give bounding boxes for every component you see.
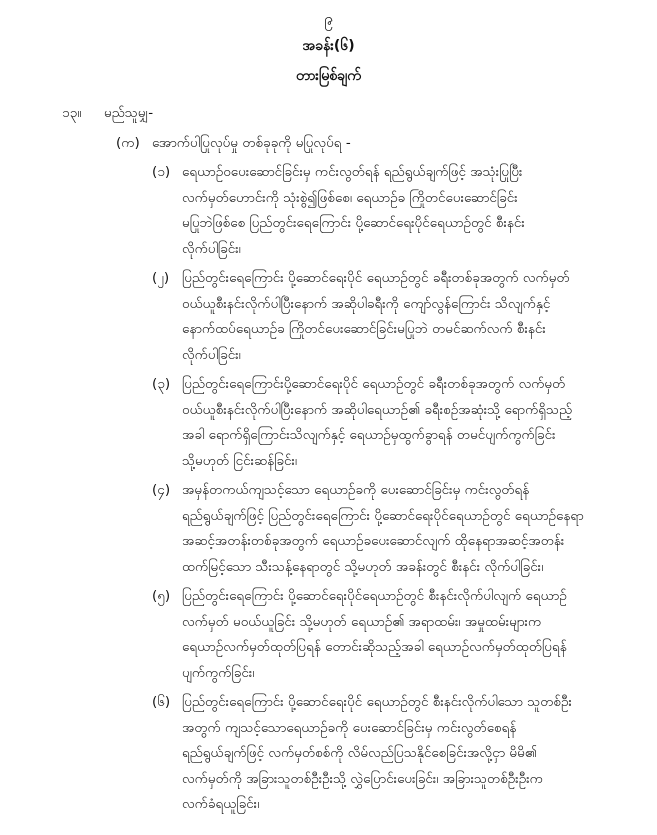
clause-number: (၆) (152, 694, 171, 710)
clause-line: မပြုဘဲဖြစ်စေ ပြည်တွင်းရေကြောင်း ပို့ဆောင်ရေးပိုင်ရေယာဉ်တွင် စီးနင်း (182, 215, 525, 231)
clause-line: လက်မှတ် မဝယ်ယူခြင်း သို့မဟုတ် ရေယာဉ်၏ အရာထမ်း၊ အမှုထမ်းများက (182, 613, 542, 630)
subsection-number: (က) (116, 135, 140, 151)
clause-line: ထက်မြင့်သော သီးသန့်နေရာတွင် သို့မဟုတ် အခန်းတွင် စီးနင်း လိုက်ပါခြင်း၊ (182, 558, 544, 575)
clause-number: (၁) (152, 164, 171, 180)
clause-line: နောက်ထပ်ရေယာဉ်ခ ကြိုတင်ပေးဆောင်ခြင်းမပြုဘဲ တမင်ဆက်လက် စီးနင်း (182, 321, 546, 337)
clause-text (182, 266, 622, 368)
subsection-text: အောက်ပါပြုလုပ်မှု တစ်ခုခုကို မပြုလုပ်ရ - (152, 135, 351, 151)
clause-line: လက်မှတ်ဟောင်းကို သုံးစွဲ၍ဖြစ်စေ၊ ရေယာဉ်ခ ကြိုတင်ပေးဆောင်ခြင်း (182, 189, 518, 206)
chapter-title: အခန်း(၆) (302, 38, 355, 54)
clause-1 (152, 160, 622, 262)
clause-3 (152, 372, 622, 474)
clause-line: ရေယာဉ်လက်မှတ်ထုတ်ပြရန် တောင်းဆိုသည့်အခါ ရေယာဉ်လက်မှတ်ထုတ်ပြရန် (182, 639, 567, 655)
section-number: ၁၃။ (62, 105, 82, 121)
clause-line: အဆင့်အတန်းတစ်ခုအတွက် ရေယာဉ်ခပေးဆောင်လျက် ထိုနေရာအဆင့်အတန်း (182, 533, 565, 549)
clause-line: အခါ ရောက်ရှိကြောင်းသိလျက်နှင့် ရေယာဉ်မှထွက်ခွာရန် တမင်ပျက်ကွက်ခြင်း (182, 427, 556, 443)
section-label: မည်သူမျှ- (104, 105, 154, 121)
chapter-heading: တားမြစ်ချက် (296, 68, 361, 84)
clause-line: အမှန်တကယ်ကျသင့်သော ရေယာဉ်ခကို ပေးဆောင်ခြင်းမှ ကင်းလွတ်ရန် (182, 482, 530, 498)
clause-number: (၂) (152, 270, 170, 286)
clause-line: လိုက်ပါခြင်း၊ (182, 346, 241, 363)
clause-5 (152, 584, 622, 686)
page-number: ၉ (324, 9, 333, 28)
clause-line: ဝယ်ယူစီးနင်းလိုက်ပါပြီးနောက် အဆိုပါရေယာဉ်၏ ခရီးစဉ်အဆုံးသို့ ရောက်ရှိသည့် (182, 401, 573, 418)
clause-line: ဝယ်ယူစီးနင်းလိုက်ပါပြီးနောက် အဆိုပါခရီးကို ကျော်လွန်ကြောင်း သိလျက်နှင့် (182, 295, 551, 312)
clause-line: ရေယာဉ်ဝပေးဆောင်ခြင်းမှ ကင်းလွတ်ရန် ရည်ရွယ်ချက်ဖြင့် အသုံးပြုပြီး (182, 164, 523, 180)
clause-text (182, 584, 622, 686)
clause-number: (၄) (152, 482, 171, 498)
clause-text (182, 160, 622, 262)
clause-line: ရည်ရွယ်ချက်ဖြင့် လက်မှတ်စစ်ကို လိမ်လည်ပြသနိုင်စေခြင်းအလို့ငှာ မိမိ၏ (182, 745, 537, 761)
clause-line: သို့မဟုတ် ငြင်းဆန်ခြင်း၊ (182, 452, 298, 469)
clause-text (182, 372, 622, 474)
section-13 (62, 104, 153, 124)
clause-line: ပြည်တွင်းရေကြောင်း ပို့ဆောင်ရေးပိုင် ရေယာဉ်တွင် စီးနင်းလိုက်ပါသော သူတစ်ဦး (182, 694, 572, 710)
clause-text (182, 478, 622, 580)
clause-number: (၅) (152, 588, 171, 604)
clause-line: ပြည်တွင်းရေကြောင်း ပို့ဆောင်ရေးပိုင်ရေယာဉ်တွင် စီးနင်းလိုက်ပါလျက် ရေယာဉ် (182, 588, 567, 604)
clause-line: အတွက် ကျသင့်သောရေယာဉ်ခကို ပေးဆောင်ခြင်းမှ ကင်းလွတ်စေရန် (182, 719, 517, 736)
clause-line: လိုက်ပါခြင်း၊ (182, 240, 241, 257)
clause-2 (152, 266, 622, 368)
clause-line: ပြည်တွင်းရေကြောင်း ပို့ဆောင်ရေးပိုင် ရေယာဉ်တွင် ခရီးတစ်ခုအတွက် လက်မှတ် (182, 270, 570, 286)
clause-line: ပြည်တွင်းရေကြောင်းပို့ဆောင်ရေးပိုင် ရေယာဉ်တွင် ခရီးတစ်ခုအတွက် လက်မှတ် (182, 376, 566, 392)
subsection-ka (116, 134, 351, 154)
clause-number: (၃) (152, 376, 171, 392)
clause-4 (152, 478, 622, 580)
clause-line: ရည်ရွယ်ချက်ဖြင့် ပြည်တွင်းရေကြောင်း ပို့ဆောင်ရေးပိုင်ရေယာဉ်တွင် ရေယာဉ်နေရာ (182, 507, 584, 524)
clause-6 (152, 690, 622, 818)
clause-text (182, 690, 622, 818)
clause-line: ပျက်ကွက်ခြင်း၊ (182, 664, 255, 681)
clause-line: လက်ခံရယူခြင်း၊ (182, 796, 260, 812)
clause-line: လက်မှတ်ကို အခြားသူတစ်ဦးဦးသို့ လွှဲပြောင်းပေးခြင်း၊ အခြားသူတစ်ဦးဦးက (182, 770, 543, 787)
